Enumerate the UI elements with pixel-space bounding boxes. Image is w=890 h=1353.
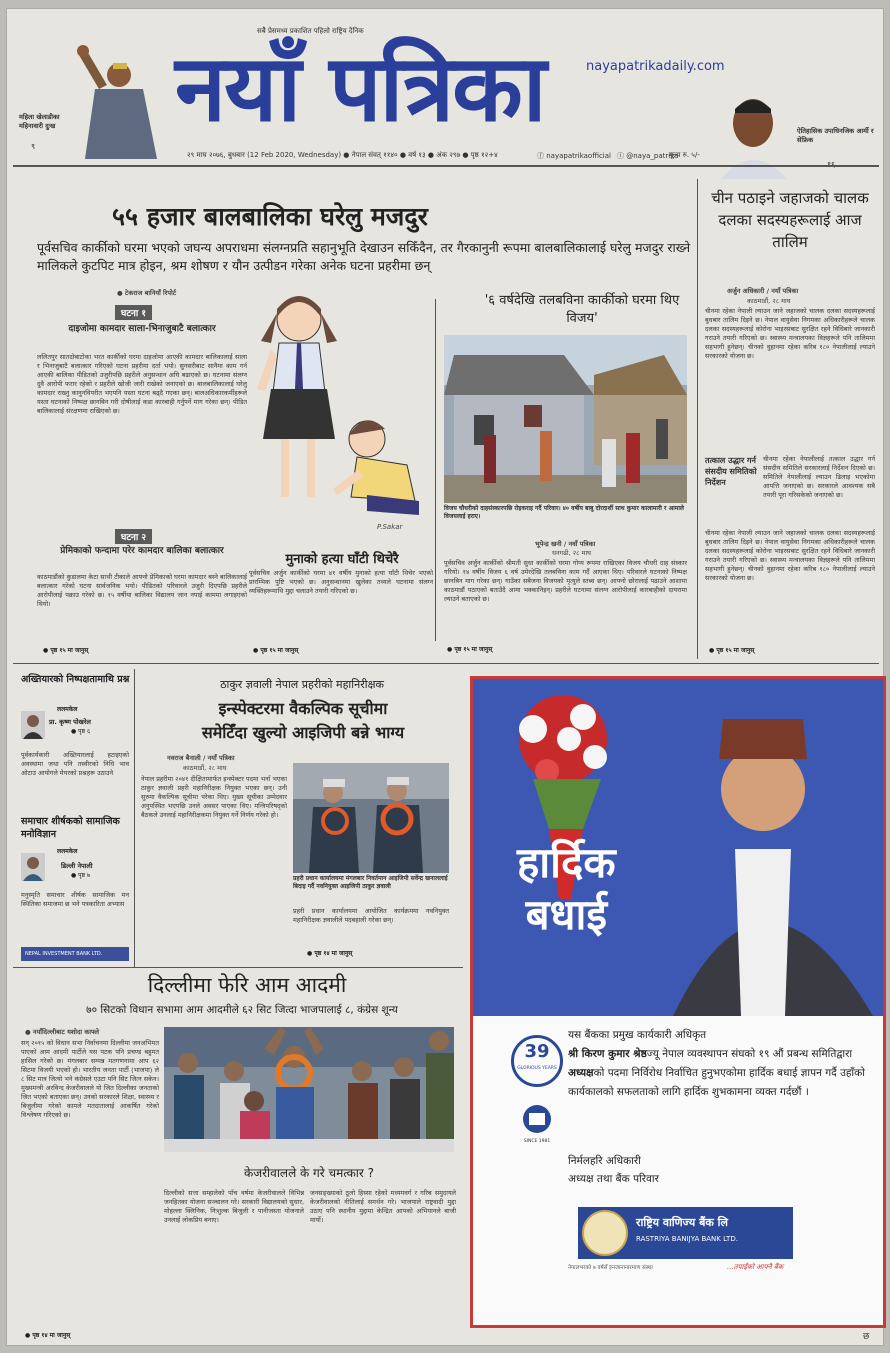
village-photo-caption: विजय चौधरीको दाहसंस्कारपछि रोइकराइ गर्दै परिवार। ४० वर्षीय बाबु दोरदार्शी साथ कुमार कालामारी र आमाले विजयलाई हराए। bbox=[444, 505, 684, 520]
sidebar-divider bbox=[134, 669, 135, 967]
ad-slogan-right: ...तपाईंको आफ्नै बैंक bbox=[727, 1263, 784, 1271]
bank-name-en: RASTRIYA BANIJYA BANK LTD. bbox=[636, 1235, 738, 1243]
bank-advertisement[interactable] bbox=[470, 676, 886, 1328]
ig-photo bbox=[293, 763, 449, 873]
ad-body-mid: ज्यू नेपाल व्यवस्थापन संघको १९ औं प्रबन्ध समितिद्वारा bbox=[646, 1048, 853, 1060]
lead-headline[interactable]: ५५ हजार बालबालिका घरेलु मजदुर bbox=[112, 202, 428, 231]
anniversary-badge bbox=[511, 1035, 563, 1087]
ig-text2: प्रहरी प्रधान कार्यालयमा आयोजित कार्यक्रममा नवनियुक्त महानिरीक्षक ज्ञवालीले पदबहाली गरेका छन्। bbox=[293, 907, 449, 924]
china-subhead: तत्काल उद्धार गर्न संसदीय समितिको निर्देशन bbox=[705, 456, 757, 487]
ig-date: काठमाडौं, २८ माघ bbox=[183, 764, 227, 772]
muna-text: पूर्वसचिव अर्जुन कार्कीको घरमा ४१ वर्षीय मुनाको हत्या घाँटी थिचेर भएको प्रारम्भिक पुष्टि भएको छ। अनुसन्धानमा खुलेका तथ्यले घटनामा संलग्न व्यक्तिहरूमाथि मुद्दा चलाउने तयारी गरिएको छ। bbox=[249, 569, 433, 595]
delhi-photo-caption: केजरीवालले के गरे चमत्कार ? bbox=[244, 1166, 374, 1180]
col1-label: ललमकेल bbox=[57, 706, 78, 713]
masthead-website[interactable]: nayapatrikadaily.com bbox=[583, 59, 728, 74]
delhi-text: सन् २०१५ को विधान सभा निर्वाचनमा दिल्लीमा जनअभिमत पाएको आम आदमी पार्टीले यस पटक पनि प्रचण्ड बहुमत हासिल गरेको छ। मंगलबार सम्पन्न मतगणनामा आप ६२ सिटमा विजयी भएको हो। भारतीय जनता पार्टी (भाजपा) ले ८ सिट मात्र जित्यो भने कंग्रेसले एउटा पनि सिट जित्न सकेन। मुख्यमन्त्री अरविन्द केजरीवालले यो जित दिल्लीका जनताको जित भएको बताएका छन्। उनको सरकारले शिक्षा, स्वास्थ्य र बिजुलीमा गरेको कामले मतदातालाई आकर्षित गरेको विश्लेषण गरिएको छ। bbox=[21, 1039, 159, 1119]
col1-avatar bbox=[21, 711, 45, 739]
ad-greeting-line1: हार्दिक bbox=[517, 838, 616, 887]
col2-text: मनुस्मृति समाचार शीर्षक सामाजिक मन स्थितिका समाजमा छ भने पत्रकारिता अभ्यास bbox=[21, 891, 129, 908]
masthead-tagline: सबैे प्रेसमध्य प्रकाशित पहिलो राष्ट्रिय दैनिक bbox=[257, 27, 364, 35]
price: मूल्य रु. ५/- bbox=[669, 151, 700, 159]
china-headline[interactable]: चीन पठाइने जहाजको चालक दलका सदस्यहरूलाई आज तालिम bbox=[711, 189, 869, 251]
child-text: पूर्वसचिव अर्जुन कार्कीको श्रीमती सुधा कार्कीको घरमा गोप्य रूपमा राखिएका विजय चौधरी दाह संस्कार गरियो। १४ वर्षीय विजय ६ वर्ष उमेरदेखि तलबविना काम गर्दै आएका थिए। परिवारले घटनाको निष्पक्ष छानबिन माग गरेका छन्। गाउँका सबैजना विजयको मृत्युले स्तब्ध छन्। आफ्नो छोरालाई पढाउने आशामा काठमाडौं पठाएको बताउँदै आमा भक्कानिइन्। प्रहरीले घटनामा संलग्न आरोपीलाई कारबाहीको दायरामा ल्याउने बताएको छ। bbox=[444, 559, 687, 603]
ad-top-panel bbox=[473, 679, 883, 1016]
ad-body-pre: यस बैंकका प्रमुख कार्यकारी अधिकृत bbox=[568, 1029, 707, 1041]
dateline: २९ माघ २०७६, बुधबार (12 Feb 2020, Wednesday) ● नेपाल संवत् ११४० ● वर्ष १३ ● अंक २९७ ● पृष्ठ १२+४ bbox=[187, 151, 498, 159]
delhi-text3: जनसङ्ख्याको ठूलो हिस्सा रहेको मध्यमवर्ग र गरिब समुदायले केजरीवालको नीतिलाई समर्थन गरे। भाजपाले राष्ट्रवादी मुद्दा उठाए पनि स्थानीय मुद्दामा केन्द्रित आपको अभियानले बाजी मार्यो। bbox=[310, 1189, 456, 1224]
ad-body-post: को पदमा निर्विरोध निर्वाचित हुनुभएकोमा हार्दिक बधाई ज्ञापन गर्दै उहाँको कार्यकालको सफलताको लागि हार्दिक शुभकामना व्यक्त गर्दछौं । bbox=[568, 1067, 865, 1098]
ad-signature bbox=[568, 1152, 659, 1188]
bank-name-np: राष्ट्रिय वाणिज्य बैंक लि bbox=[636, 1216, 728, 1229]
muna-see-page[interactable]: ● पृष्ठ १५ मा जानुस् bbox=[253, 647, 299, 654]
col2-author: डिल्ली नेपाली bbox=[61, 862, 93, 870]
child-quote[interactable]: '६ वर्षदेखि तलबविना कार्कीको घरमा थिए विजय' bbox=[484, 293, 680, 326]
case2-text: काठमाडौंको कुडालमा केटा साथी टीकाले आफ्नो प्रेमिकाको घरमा कामदार बस्ने बालिकालाई बलात्कार गरेको घटना सार्वजनिक भयो। पीडितको परिवारले उजुरी दिएपछि प्रहरीले आरोपीलाई पक्राउ गरेको छ। १५ वर्षीया बालिका विद्यालय जान नपाई काममा लगाइएको थियो। bbox=[37, 573, 247, 608]
badge-years-label: GLORIOUS YEARS bbox=[517, 1066, 557, 1071]
col2-avatar bbox=[21, 853, 45, 881]
child-byline: भूपेन्द्र खनी / नवाँ पत्रिका bbox=[535, 540, 596, 548]
china-see-page[interactable]: ● पृष्ठ १५ मा जानुस् bbox=[709, 647, 755, 654]
col1-text: पूर्वकार्यकारी अख्तियारलाई हटाइएको अवस्थामा जथा पनि तस्वीरको निधि भाव ओटाउ आयोगले मेयरको प्रश्नहरू उठाउने bbox=[21, 751, 129, 777]
social-facebook[interactable] bbox=[537, 151, 611, 161]
china-text3: चीनमा रहेका नेपाली ल्याउन जाने जहाजको चालक दलका सदस्यहरूलाई बुधबार तालिम दिइने छ। नेपाल वायुसेवा निगमका अधिकारीहरूले चालक दलका सदस्यहरूलाई कोरोना भाइरसबाट सुरक्षित रहने विधिबारे जानकारी गराउने तयारी गरिएको छ। स्वास्थ्य मन्त्रालयका विज्ञहरूले पनि तालिममा सहभागी हुनेछन्। चीनको वुहानमा रहेका करिब १८० नेपालीलाई ल्याउने सरकारको योजना छ। bbox=[705, 529, 875, 582]
col1-page: ● पृष्ठ ६ bbox=[71, 728, 91, 735]
ig-byline: नवराज बैनाली / नयाँ पत्रिका bbox=[167, 754, 235, 762]
facebook-icon: ⓕ bbox=[537, 152, 544, 160]
ad-sign-name: निर्मलहरि अधिकारी bbox=[568, 1155, 641, 1167]
col2-label: ललमकेल bbox=[57, 848, 78, 855]
ad-slogan-left: नेपालभरको ७ वर्षसँ इनजानानारमाण संस्था bbox=[568, 1265, 653, 1271]
left-teaser-text[interactable]: महिला खेलाडीका महिनावारी दुःख bbox=[19, 113, 60, 130]
delhi-subhead: ७० सिटको विधान सभामा आम आदमीले ६२ सिट जित्दा भाजपालाई ८, कंग्रेस शून्य bbox=[86, 1004, 398, 1016]
right-teaser-text[interactable]: ऐतिहासिक उपाधिनजिक आर्मी र सेफ्रिक bbox=[797, 127, 874, 144]
twitter-handle: @naya_patrika bbox=[626, 152, 679, 160]
ig-see-page[interactable]: ● पृष्ठ १४ मा जानुस् bbox=[307, 950, 353, 957]
ad-small-logo bbox=[519, 1103, 555, 1143]
illustration-signature: P.Sakar bbox=[377, 523, 403, 531]
masthead-title[interactable]: नयाँ पत्रिका bbox=[175, 35, 545, 142]
delhi-text2: दिल्लीको सत्ता सम्हालेको पाँच वर्षमा केजरीवालले विभिन्न जनहितका योजना सञ्चालन गरे। सरकारी विद्यालयको सुधार, मोहल्ला क्लिनिक, निःशुल्क बिजुली र पानीजस्ता योजनाले उनलाई लोकप्रिय बनाए। bbox=[164, 1189, 304, 1224]
ig-photo-caption: प्रहरी प्रधान कार्यालयमा मंगलबार निवर्तमान आइजिपी सर्वेन्द्र खनाललाई बिदाइ गर्दै नवनियुक्त आइजिपी ठाकुर ज्ञवाली bbox=[293, 875, 448, 890]
child-see-page[interactable]: ● पृष्ठ १५ मा जानुस् bbox=[447, 646, 493, 653]
ig-kicker: ठाकुर ज्ञवाली नेपाल प्रहरीको महानिरीक्षक bbox=[220, 678, 384, 691]
lead-byline: ● टेकराज बानियाँ रिपोर्ट bbox=[117, 289, 177, 297]
ad-message bbox=[568, 1026, 868, 1102]
delhi-byline: ● नयाँदिल्लीबाट यशोदा काफ्ले bbox=[25, 1028, 100, 1036]
bank-emblem-icon bbox=[582, 1210, 628, 1256]
bank-logo-bar[interactable] bbox=[578, 1207, 793, 1259]
ig-text: नेपाल प्रहरीमा २०४१ दीक्षितामार्फत इन्स्पेक्टर पदमा भर्ना भएका ठाकुर ज्ञवाली प्रहरी महानिरीक्षक नियुक्त भएका छन्। उनी सुरुमा वैकल्पिक सूचीमा परेका थिए। मुख्य सूचीका उम्मेदवार अनुपस्थित भएपछि उनले अवसर पाएका थिए। मन्त्रिपरिषद्को बैठकले उनलाई महानिरीक्षकमा नियुक्त गर्ने निर्णय गरेको हो। bbox=[141, 775, 287, 819]
case1-label: घटना १ bbox=[115, 305, 152, 320]
child-date: धनगढी, २८ माघ bbox=[552, 549, 591, 557]
village-photo bbox=[444, 335, 687, 503]
ad-since: SINCE 1981 bbox=[523, 1139, 551, 1144]
col1-author: प्रा. कृष्ण पोखरेल bbox=[49, 718, 91, 726]
ad-person-name: श्री किरण कुमार श्रेष्ठ bbox=[568, 1048, 647, 1060]
case1-text: ललितपुर सातदोबाटोका भरत कार्कीको घरमा दाइजोमा आएकी कामदार बालिकालाई साला र भिनाजुबाटै बलात्कार गरिएको घटना प्रहरीमा दर्ता भयो। सुनसरीबाट सानैमा काम गर्न आएकी बालिका पीडितको उजुरीपछि प्रहरीले अनुसन्धान अघि बढाएको छ। घटनामा संलग्न दुवै आरोपी फरार रहेको र प्रहरीले खोजी जारी राखेको जनाएको छ। बालबालिकालाई घरेलु कामदार राख्नु कानुनविपरीत भएपनि यस्ता घटना बढ्दै गएका छन्। बालअधिकारकर्मीहरूले यस्ता घटनाको निष्पक्ष छानबिन गरी दोषीलाई कडा कारबाही गर्नुपर्ने माग गरेका छन्। पीडित बालिकालाई संरक्षणमा राखिएको छ। bbox=[37, 353, 247, 415]
lead-deck: पूर्वसचिव कार्कीको घरमा भएको जघन्य अपराधमा संलग्नप्रति सहानुभूति देखाउन सकिँदैन, तर गैरकानुनी रूपमा बालबालिकालाई घरेलु मजदुर राख्ने मालिकले कुटपिट मात्र होइन, श्रम शोषण र यौन उत्पीडन गरेका अनेक घटना प्रहरीमा छन् bbox=[37, 240, 691, 273]
ad-sign-title: अध्यक्ष तथा बैंक परिवार bbox=[568, 1173, 659, 1185]
delhi-see-page[interactable]: ● पृष्ठ १४ मा जानुस् bbox=[25, 1332, 71, 1339]
delhi-photo bbox=[164, 1027, 454, 1152]
newspaper-page bbox=[6, 8, 884, 1346]
masthead-rule bbox=[13, 165, 879, 167]
ad-post: अध्यक्ष bbox=[568, 1067, 594, 1079]
right-col-divider bbox=[697, 179, 698, 659]
china-byline: अर्जुन अधिकारी / नयाँ पत्रिका bbox=[727, 287, 799, 295]
left-teaser-photo bbox=[59, 37, 174, 159]
sidebar-bank-ad[interactable] bbox=[21, 947, 129, 961]
mid-rule bbox=[13, 967, 463, 968]
case2-see-page[interactable]: ● पृष्ठ १५ मा जानुस् bbox=[43, 647, 89, 654]
twitter-icon: ⓣ bbox=[617, 152, 624, 160]
delhi-headline[interactable]: दिल्लीमा फेरि आम आदमी bbox=[147, 973, 347, 997]
china-date: काठमाडौं, २८ माघ bbox=[747, 297, 791, 305]
left-teaser-page: ९ bbox=[31, 142, 36, 151]
case2-label: घटना २ bbox=[115, 529, 152, 544]
ad-greeting-line2: बधाई bbox=[525, 890, 607, 939]
muna-headline[interactable]: मुनाको हत्या घाँटी थिचेरै bbox=[285, 552, 399, 567]
lead-divider-v bbox=[435, 299, 436, 641]
ig-headline-1[interactable]: इन्स्पेक्टरमा वैकल्पिक सूचीमा bbox=[218, 699, 388, 718]
sidebar-head-2[interactable]: समाचार शीर्षकको सामाजिक मनोविज्ञान bbox=[21, 816, 120, 840]
illustration-children bbox=[247, 279, 425, 539]
china-text1: चीनमा रहेका नेपाली ल्याउन जाने जहाजको चालक दलका सदस्यहरूलाई बुधबार तालिम दिइने छ। नेपाल वायुसेवा निगमका अधिकारीहरूले चालक दलका सदस्यहरूलाई कोरोना भाइरसबाट सुरक्षित रहने विधिबारे जानकारी गराउने तयारी गरिएको छ। स्वास्थ्य मन्त्रालयका विज्ञहरूले पनि तालिममा सहभागी हुनेछन्। चीनको वुहानमा रहेका करिब १८० नेपालीलाई ल्याउने सरकारको योजना छ। bbox=[705, 307, 875, 360]
case2-title[interactable]: प्रेमिकाको फन्दामा परेर कामदार बालिका बलात्कार bbox=[60, 546, 224, 556]
ig-headline-2[interactable]: समेटिँदा खुल्यो आइजिपी बन्ने भाग्य bbox=[201, 723, 405, 742]
china-text2: चीनमा रहेका नेपालीलाई तत्काल उद्धार गर्न संसदीय समितिले सरकारलाई निर्देशन दिएको छ। समितिले नेपालीलाई ल्याउन ढिलाइ भएकोमा आपत्ति जनाएको छ। सरकारले आवश्यक सबै तयारी पूरा गरिसकेको जनाएको छ। bbox=[763, 455, 875, 499]
corner-mark: छ bbox=[863, 1332, 870, 1342]
badge-years: 39 bbox=[524, 1041, 550, 1062]
case1-title[interactable]: दाइजोमा कामदार साला-भिनाजुबाटै बलात्कार bbox=[68, 324, 216, 334]
sidebar-bank-label: NEPAL INVESTMENT BANK LTD. bbox=[25, 951, 103, 957]
facebook-handle: nayapatrikaofficial bbox=[546, 152, 611, 160]
col2-page: ● पृष्ठ ७ bbox=[71, 872, 91, 879]
ad-greeting bbox=[517, 837, 616, 941]
fold-rule bbox=[13, 663, 879, 664]
sidebar-head-1[interactable]: अख्तियारको निष्पक्षतामाथि प्रश्न bbox=[21, 674, 130, 685]
